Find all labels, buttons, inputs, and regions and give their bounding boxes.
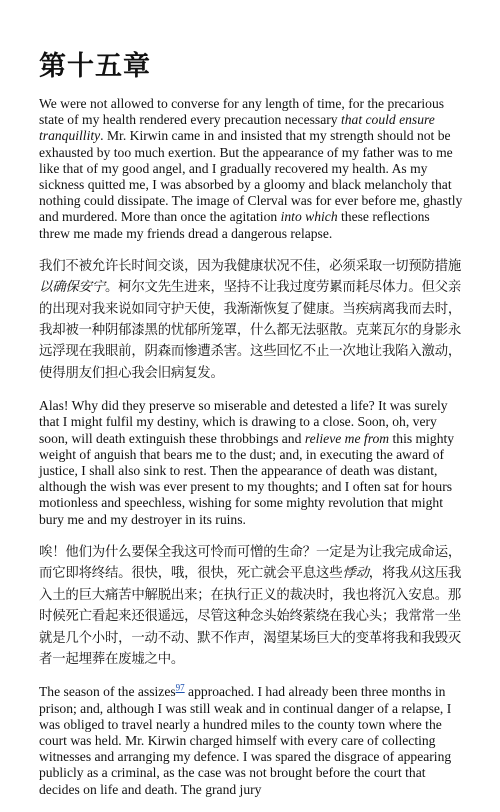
italic-text: into which — [280, 209, 338, 225]
chapter-body — [39, 96, 463, 798]
paragraph-text: The season of the assizes — [39, 684, 176, 700]
english-paragraph — [39, 96, 463, 242]
book-page — [39, 50, 463, 812]
italic-text: relieve me from — [304, 430, 390, 446]
paragraph-text: this mighty weight of anguish that bears me to the dust; and, in executing the award of justice, I shall also sink to rest. Then the appearance of death was distant, although the wish was ever present to my thoughts; and I often sat for hours motionless and speechless, wishing for some mighty revolution that might bury me and my destroyer in its ruins. — [39, 430, 455, 527]
chinese-paragraph — [39, 542, 463, 670]
english-paragraph — [39, 398, 463, 528]
paragraph-text: approached. I had already been three months in prison; and, although I was still weak and in continual danger of a relapse, I was obliged to travel nearly a hundred miles to the county town where the court was held. Mr. Kirwin charged himself with every care of collecting witnesses and arranging my defence. I was spared the disgrace of appearing publicly as a criminal, as the case was not brought before the court that decides on life and death. The grand jury — [39, 684, 452, 797]
italic-text: 以确保安宁 — [39, 280, 105, 296]
paragraph-text: 我们不被允许长时间交谈，因为我健康状况不佳，必须采取一切预防措施 — [39, 258, 462, 274]
paragraph-text: We were not allowed to converse for any length of time, for the precarious state of my health rendered every precaution necessary — [39, 96, 445, 128]
italic-text: 从 — [408, 566, 422, 582]
paragraph-text: these reflections threw me made my friends dread a dangerous relapse. — [39, 209, 430, 241]
chapter-title: 第十五章 — [39, 51, 151, 82]
paragraph-text: ，将我 — [368, 566, 409, 582]
italic-text: that could ensure tranquillity — [39, 112, 435, 144]
english-paragraph — [39, 684, 463, 797]
paragraph-text: 这压我入土的巨大痛苦中解脱出来；在执行正义的裁决时，我也将沉入安息。那时候死亡看起来还很遥远，尽管这种念头始终萦绕在我心头；我常常一坐就是几个小时，一动不动、默不作声，渴望某场巨大的变革将我和我毁灭者一起埋葬在废墟之中。 — [39, 566, 462, 667]
paragraph-text: Alas! Why did they preserve so miserable and detested a life? It was surely that I might fulfil my destiny, which is drawing to a close. Soon, oh, very soon, will death extinguish these throbbings and — [39, 398, 448, 446]
chinese-paragraph — [39, 256, 463, 384]
paragraph-text: 。柯尔文先生进来，坚持不让我过度劳累而耗尽体力。但父亲的出现对我来说如同守护天使，我渐渐恢复了健康。当疾病离我而去时，我却被一种阴郁漆黑的忧郁所笼罩，什么都无法驱散。克莱瓦尔的身影永远浮现在我眼前，阴森而惨遭杀害。这些回忆不止一次地让我陷入激动，使得朋友们担心我会旧病复发。 — [39, 280, 462, 381]
footnote-link[interactable]: 97 — [175, 682, 185, 693]
paragraph-text: 唉！他们为什么要保全我这可怜而可憎的生命？一定是为让我完成命运，而它即将终结。很快，哦，很快，死亡就会平息这些 — [39, 544, 462, 582]
paragraph-text: . Mr. Kirwin came in and insisted that my strength should not be exhausted by too much exertion. But the appearance of my father was to me like that of my good angel, and I gradually recovered my health. As my sickness quitted me, I was absorbed by a gloomy and black melancholy that nothing could dissipate. The image of Clerval was for ever before me, ghastly and murdered. More than once the agitation — [39, 128, 463, 225]
italic-text: 悸动 — [342, 566, 369, 582]
